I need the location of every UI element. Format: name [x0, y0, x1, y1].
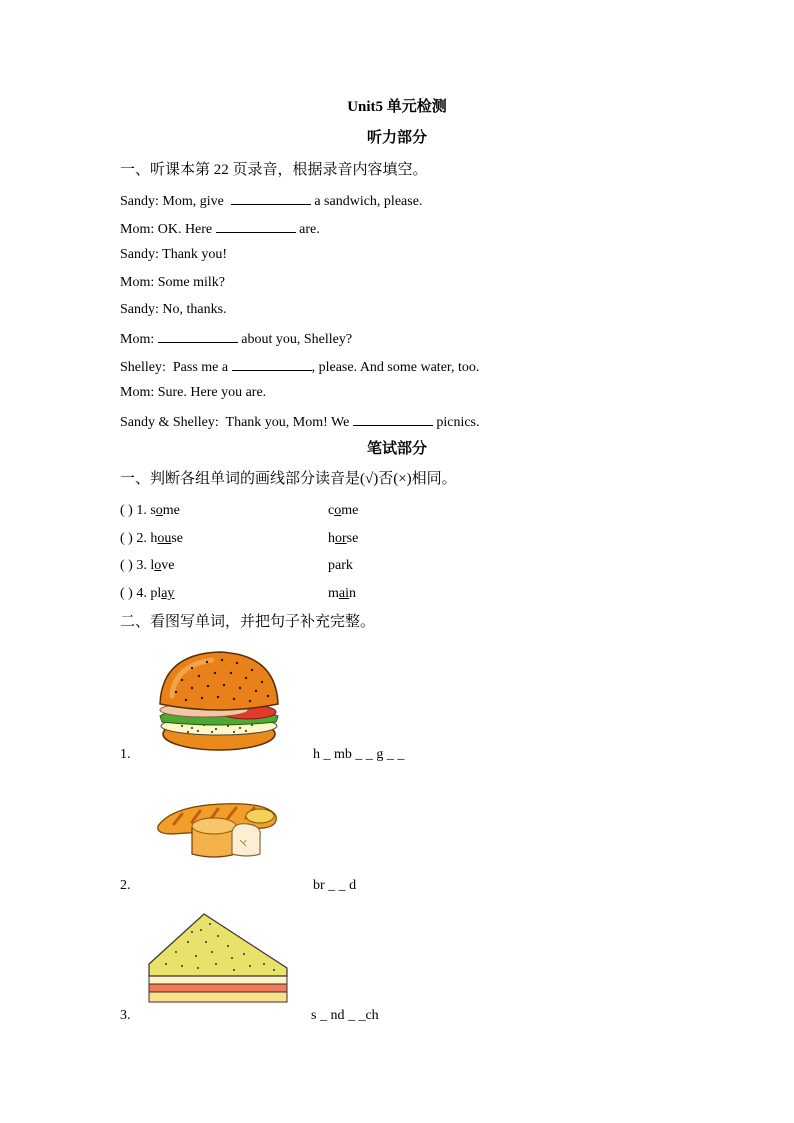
- word-pattern-3[interactable]: s _ nd _ _ch: [311, 1008, 379, 1023]
- phonics-row-4: ( ) 4. play: [120, 586, 175, 601]
- dialogue-line-5: Sandy: No, thanks.: [120, 302, 227, 317]
- listening-instruction: 一、听课本第 22 页录音，根据录音内容填空。: [120, 162, 428, 178]
- phonics-compare-word-3: park: [328, 558, 353, 573]
- phonics-row-2: ( ) 2. house: [120, 531, 183, 546]
- dialogue-line-6: Mom: about you, Shelley?: [120, 329, 352, 349]
- dialogue-line-2: Mom: OK. Here are.: [120, 219, 320, 239]
- phonics-row-3: ( ) 3. love: [120, 558, 175, 573]
- answer-paren[interactable]: ( ): [120, 531, 133, 546]
- phonics-compare-word-4: main: [328, 586, 356, 601]
- answer-paren[interactable]: ( ): [120, 586, 133, 601]
- phonics-compare-word-2: horse: [328, 531, 359, 546]
- dialogue-line-9: Sandy & Shelley: Thank you, Mom! We picnics.: [120, 412, 480, 432]
- listening-heading: 听力部分: [366, 130, 427, 146]
- dialogue-line-7: Shelley: Pass me a , please. And some water, too.: [120, 357, 479, 377]
- fill-blank-3[interactable]: [158, 329, 238, 343]
- dialogue-line-8: Mom: Sure. Here you are.: [120, 385, 267, 400]
- writing-heading: 笔试部分: [366, 441, 427, 457]
- phonics-instruction: 一、判断各组单词的画线部分读音是(√)否(×)相同。: [120, 471, 457, 487]
- answer-paren[interactable]: ( ): [120, 558, 133, 573]
- hamburger-illustration: [152, 646, 286, 756]
- answer-paren[interactable]: ( ): [120, 503, 133, 518]
- dialogue-line-4: Mom: Some milk?: [120, 275, 225, 290]
- item-number-2: 2.: [120, 878, 131, 893]
- item-number-1: 1.: [120, 747, 131, 762]
- fill-blank-5[interactable]: [353, 412, 433, 426]
- page-title: Unit5 单元检测: [347, 99, 447, 115]
- dialogue-line-3: Sandy: Thank you!: [120, 247, 228, 262]
- dialogue-line-1: Sandy: Mom, give a sandwich, please.: [120, 191, 422, 211]
- item-number-3: 3.: [120, 1008, 131, 1023]
- fill-blank-2[interactable]: [216, 219, 296, 233]
- phonics-compare-word-1: come: [328, 503, 359, 518]
- bread-illustration: [152, 796, 282, 866]
- picture-words-instruction: 二、看图写单词，并把句子补充完整。: [120, 614, 376, 630]
- word-pattern-2[interactable]: br _ _ d: [313, 878, 357, 893]
- phonics-row-1: ( ) 1. some: [120, 503, 180, 518]
- fill-blank-4[interactable]: [232, 357, 312, 371]
- fill-blank-1[interactable]: [231, 191, 311, 205]
- word-pattern-1[interactable]: h _ mb _ _ g _ _: [313, 747, 405, 762]
- sandwich-illustration: [146, 912, 290, 1006]
